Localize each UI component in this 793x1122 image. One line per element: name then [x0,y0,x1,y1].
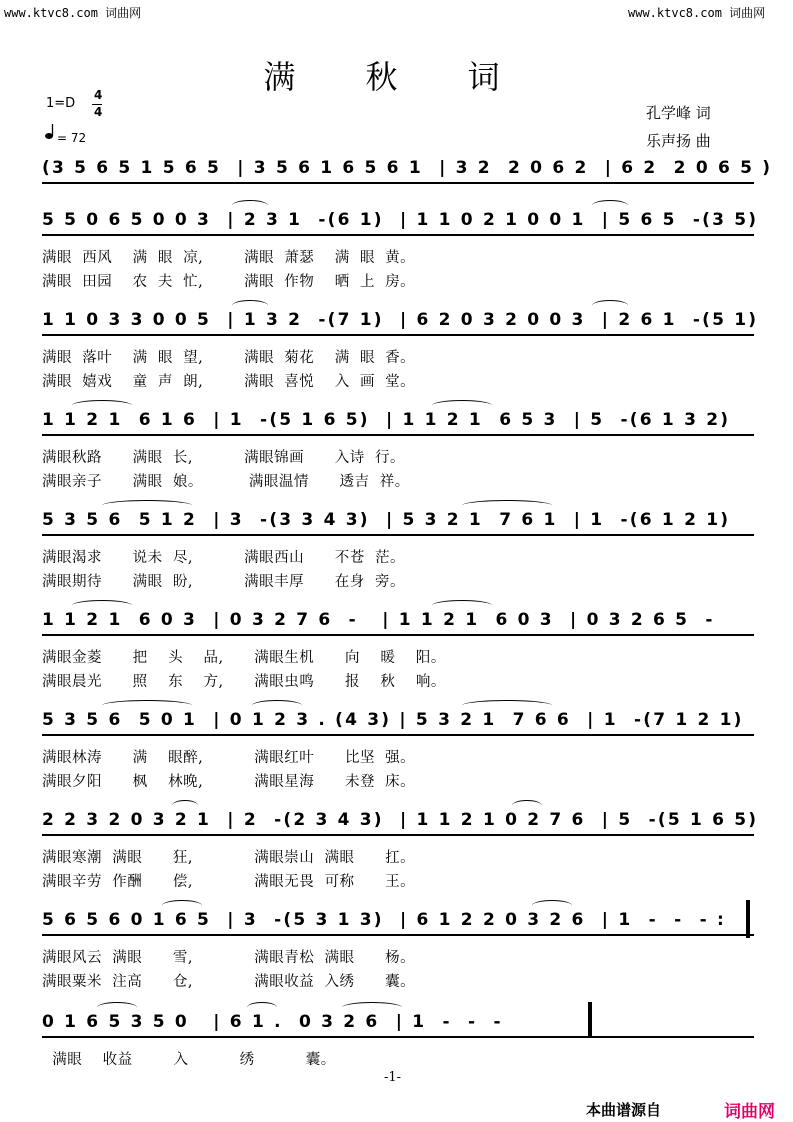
tempo-marking: = 72 [57,131,87,145]
lyric-verse-1: 满眼林涛 满 眼醉, 满眼红叶 比坚 强。 [42,750,416,766]
notation-line: 5 5 0 6 5 0 0 3 | 2 3 1 -(6 1) | 1 1 0 2 1 0 0 1 | 5 6 5 -(3 5) [42,210,759,230]
lyric-verse-1: 满眼风云 满眼 雪, 满眼青松 满眼 杨。 [42,950,416,966]
notation-line: 0 1 6 5 3 5 0 | 6 1 . 0 3 2 6 | 1 - - - [42,1012,503,1032]
lyricist-credit: 孔学峰 词 [646,104,711,122]
slur [172,800,198,811]
slur [432,400,492,411]
lyric-verse-2: 满眼夕阳 枫 林晚, 满眼星海 未登 床。 [42,774,416,790]
time-signature-bottom: 4 [94,105,103,119]
key-signature: 1=D [46,96,76,111]
repeat-end-barline [746,900,750,938]
notation-line: 1 1 0 3 3 0 0 5 | 1 3 2 -(7 1) | 6 2 0 3 2 0 0 3 | 2 6 1 -(5 1) [42,310,759,330]
source-logo[interactable]: 词曲网 [724,1102,775,1122]
notation-line: 5 6 5 6 0 1 6 5 | 3 -(5 3 1 3) | 6 1 2 2 0 3 2 6 | 1 - - - : [42,910,726,930]
slur [232,200,268,211]
lyric-verse-1: 满眼寒潮 满眼 狂, 满眼崇山 满眼 扛。 [42,850,416,866]
watermark-right: www.ktvc8.com 词曲网 [628,6,766,20]
lyric-verse-2: 满眼辛劳 作酬 偿, 满眼无畏 可称 王。 [42,874,416,890]
notation-line: 5 3 5 6 5 1 2 | 3 -(3 3 4 3) | 5 3 2 1 7 6 1 | 1 -(6 1 2 1) [42,510,731,530]
notation-line: 5 3 5 6 5 0 1 | 0 1 2 3 . (4 3) | 5 3 2 1 7 6 6 | 1 -(7 1 2 1) [42,710,744,730]
lyric-verse-1: 满眼金菱 把 头 品, 满眼生机 向 暖 阳。 [42,650,446,666]
slur [247,1002,277,1013]
lyric-verse-2: 满眼亲子 满眼 娘。 满眼温情 透吉 祥。 [42,474,410,490]
underline [42,234,754,236]
slur [512,800,542,811]
slur [72,400,132,411]
slur [72,600,132,611]
slur [592,200,628,211]
slur [342,1002,402,1013]
final-barline [588,1002,592,1038]
song-title: 满 秋 词 [263,58,530,96]
lyric-verse-1: 满眼 落叶 满 眼 望, 满眼 菊花 满 眼 香。 [42,350,416,366]
underline [42,534,754,536]
lyric-verse-1: 满眼渴求 说未 尽, 满眼西山 不苍 茫。 [42,550,405,566]
slur [252,700,302,711]
notation-line: 2 2 3 2 0 3 2 1 | 2 -(2 3 4 3) | 1 1 2 1 0 2 7 6 | 5 -(5 1 6 5) [42,810,759,830]
slur [232,300,268,311]
source-label: 本曲谱源自 [586,1101,662,1119]
lyric-verse-2: 满眼 嬉戏 童 声 朗, 满眼 喜悦 入 画 堂。 [42,374,416,390]
notation-line: 1 1 2 1 6 1 6 | 1 -(5 1 6 5) | 1 1 2 1 6 5 3 | 5 -(6 1 3 2) [42,410,731,430]
slur [592,300,628,311]
slur [102,500,192,511]
watermark-left: www.ktvc8.com 词曲网 [4,6,142,20]
notation-line: (3 5 6 5 1 5 6 5 | 3 5 6 1 6 5 6 1 | 3 2 2 0 6 2 | 6 2 2 0 6 5 ) [42,158,773,178]
slur [462,700,552,711]
underline [42,734,754,736]
underline [42,182,754,184]
lyric-verse-2: 满眼晨光 照 东 方, 满眼虫鸣 报 秋 响。 [42,674,446,690]
lyric-verse-2: 满眼期待 满眼 盼, 满眼丰厚 在身 旁。 [42,574,405,590]
slur [102,700,192,711]
slur [97,1002,137,1013]
underline [42,634,754,636]
page-number: -1- [384,1070,402,1085]
time-signature-top: 4 [94,88,103,102]
lyric-verse-1: 满眼 西风 满 眼 凉, 满眼 萧瑟 满 眼 黄。 [42,250,416,266]
lyric-verse-2: 满眼粟米 注高 仓, 满眼收益 入绣 囊。 [42,974,416,990]
underline [42,1036,754,1038]
lyric-final-line: 满眼 收益 入 绣 囊。 [42,1052,336,1068]
underline [42,434,754,436]
slur [162,900,202,911]
underline [42,334,754,336]
underline [42,934,754,936]
notation-line: 1 1 2 1 6 0 3 | 0 3 2 7 6 - | 1 1 2 1 6 0 3 | 0 3 2 6 5 - [42,610,715,630]
slur [462,500,552,511]
slur [432,600,492,611]
lyric-verse-1: 满眼秋路 满眼 长, 满眼锦画 入诗 行。 [42,450,405,466]
lyric-verse-2: 满眼 田园 农 夫 忙, 满眼 作物 晒 上 房。 [42,274,416,290]
slur [532,900,572,911]
underline [42,834,754,836]
composer-credit: 乐声扬 曲 [646,132,711,150]
